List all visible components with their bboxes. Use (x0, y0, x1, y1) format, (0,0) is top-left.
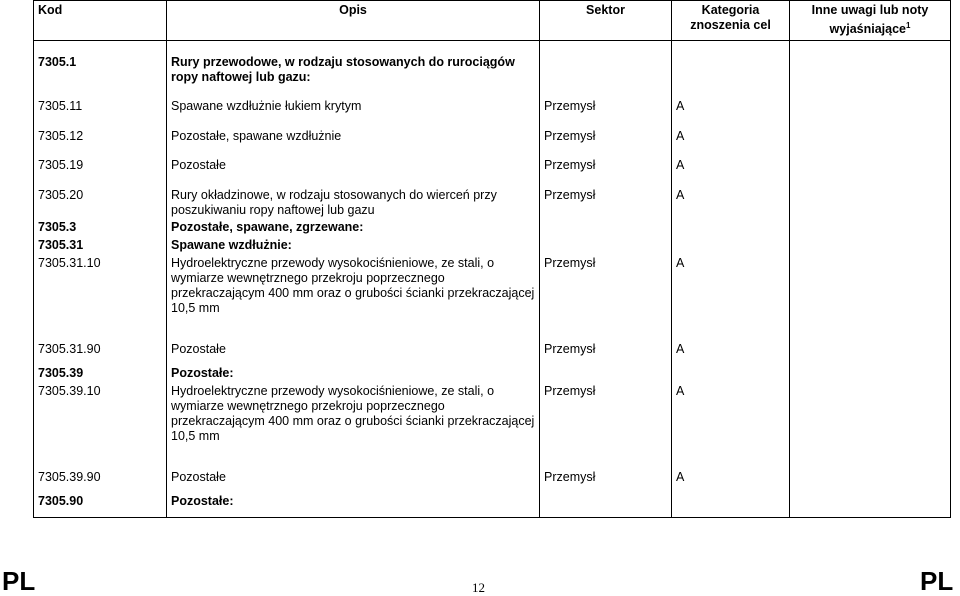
cell-uwagi (790, 382, 951, 460)
cell-kod: 7305.20 (34, 182, 167, 218)
footer-language-right: PL (920, 566, 954, 596)
cell-kategoria: A (672, 123, 790, 152)
cell-kod: 7305.31.90 (34, 332, 167, 364)
table-row (34, 218, 951, 236)
header-uwagi-line1: Inne uwagi lub noty (811, 3, 929, 17)
cell-sektor (540, 364, 672, 382)
cell-kategoria (672, 236, 790, 254)
cell-kod: 7305.39.90 (34, 460, 167, 492)
cell-sektor: Przemysł (540, 254, 672, 332)
header-kategoria-line2: znoszenia cel (690, 18, 771, 32)
table-row (34, 492, 951, 518)
table-row (34, 382, 951, 460)
header-uwagi-footnote-mark: 1 (906, 21, 911, 30)
table-row (34, 460, 951, 492)
cell-kod: 7305.3 (34, 218, 167, 236)
cell-kategoria: A (672, 254, 790, 332)
cell-uwagi (790, 218, 951, 236)
cell-kod: 7305.31 (34, 236, 167, 254)
cell-sektor: Przemysł (540, 382, 672, 460)
cell-sektor (540, 41, 672, 93)
cell-sektor: Przemysł (540, 93, 672, 123)
table-row (34, 152, 951, 182)
cell-kategoria: A (672, 152, 790, 182)
header-opis: Opis (167, 1, 540, 41)
cell-uwagi (790, 460, 951, 492)
cell-uwagi (790, 152, 951, 182)
cell-kategoria: A (672, 382, 790, 460)
cell-sektor (540, 236, 672, 254)
table-row (34, 254, 951, 332)
cell-sektor (540, 218, 672, 236)
cell-uwagi (790, 123, 951, 152)
header-kategoria (672, 1, 790, 41)
cell-kod: 7305.1 (34, 41, 167, 93)
table-row (34, 236, 951, 254)
cell-kategoria (672, 41, 790, 93)
table-row (34, 123, 951, 152)
cell-opis: Hydroelektryczne przewody wysokociśnieniowe, ze stali, o wymiarze wewnętrznego przekroju poprzecznego przekraczającym 400 mm oraz o grubości ścianki przekraczającej 10,5 mm (167, 254, 540, 332)
cell-kategoria: A (672, 182, 790, 218)
cell-kod: 7305.11 (34, 93, 167, 123)
table-row (34, 332, 951, 364)
cell-opis: Pozostałe (167, 460, 540, 492)
footer-language-left: PL (2, 566, 36, 596)
cell-kategoria (672, 492, 790, 518)
cell-sektor: Przemysł (540, 152, 672, 182)
cell-uwagi (790, 332, 951, 364)
table-body (34, 41, 951, 518)
cell-kategoria: A (672, 332, 790, 364)
cell-kategoria (672, 218, 790, 236)
table-row (34, 93, 951, 123)
cell-sektor (540, 492, 672, 518)
cell-sektor: Przemysł (540, 460, 672, 492)
cell-uwagi (790, 492, 951, 518)
cell-opis: Pozostałe, spawane wzdłużnie (167, 123, 540, 152)
header-uwagi-line2: wyjaśniające (829, 22, 906, 37)
cell-uwagi (790, 93, 951, 123)
cell-opis: Pozostałe (167, 152, 540, 182)
cell-kategoria: A (672, 460, 790, 492)
cell-kod: 7305.19 (34, 152, 167, 182)
header-kategoria-line1: Kategoria (701, 3, 760, 17)
footer-page-number: 12 (472, 580, 485, 595)
cell-opis: Pozostałe, spawane, zgrzewane: (167, 218, 540, 236)
cell-kategoria (672, 364, 790, 382)
header-sektor: Sektor (540, 1, 672, 41)
cell-kod: 7305.90 (34, 492, 167, 518)
table-row (34, 41, 951, 93)
table-row (34, 182, 951, 218)
cell-uwagi (790, 182, 951, 218)
cell-kategoria: A (672, 93, 790, 123)
cell-opis: Pozostałe: (167, 364, 540, 382)
cell-kod: 7305.12 (34, 123, 167, 152)
cell-sektor: Przemysł (540, 123, 672, 152)
cell-opis: Rury okładzinowe, w rodzaju stosowanych do wierceń przy poszukiwaniu ropy naftowej lub gazu (167, 182, 540, 218)
cell-opis: Rury przewodowe, w rodzaju stosowanych do rurociągów ropy naftowej lub gazu: (167, 41, 540, 93)
cell-opis: Pozostałe (167, 332, 540, 364)
cell-kod: 7305.31.10 (34, 254, 167, 332)
cell-uwagi (790, 254, 951, 332)
cell-opis: Hydroelektryczne przewody wysokociśnieniowe, ze stali, o wymiarze wewnętrznego przekroju poprzecznego przekraczającym 400 mm oraz o grubości ścianki przekraczającej 10,5 mm (167, 382, 540, 460)
cell-sektor: Przemysł (540, 182, 672, 218)
cell-opis: Pozostałe: (167, 492, 540, 518)
table-row (34, 364, 951, 382)
table-header-row (34, 1, 951, 41)
cell-opis: Spawane wzdłużnie łukiem krytym (167, 93, 540, 123)
cell-kod: 7305.39 (34, 364, 167, 382)
cell-opis: Spawane wzdłużnie: (167, 236, 540, 254)
cell-uwagi (790, 364, 951, 382)
header-kod: Kod (34, 1, 167, 41)
tariff-table (33, 0, 951, 518)
cell-uwagi (790, 236, 951, 254)
cell-uwagi (790, 41, 951, 93)
cell-kod: 7305.39.10 (34, 382, 167, 460)
cell-sektor: Przemysł (540, 332, 672, 364)
header-uwagi (790, 1, 951, 41)
